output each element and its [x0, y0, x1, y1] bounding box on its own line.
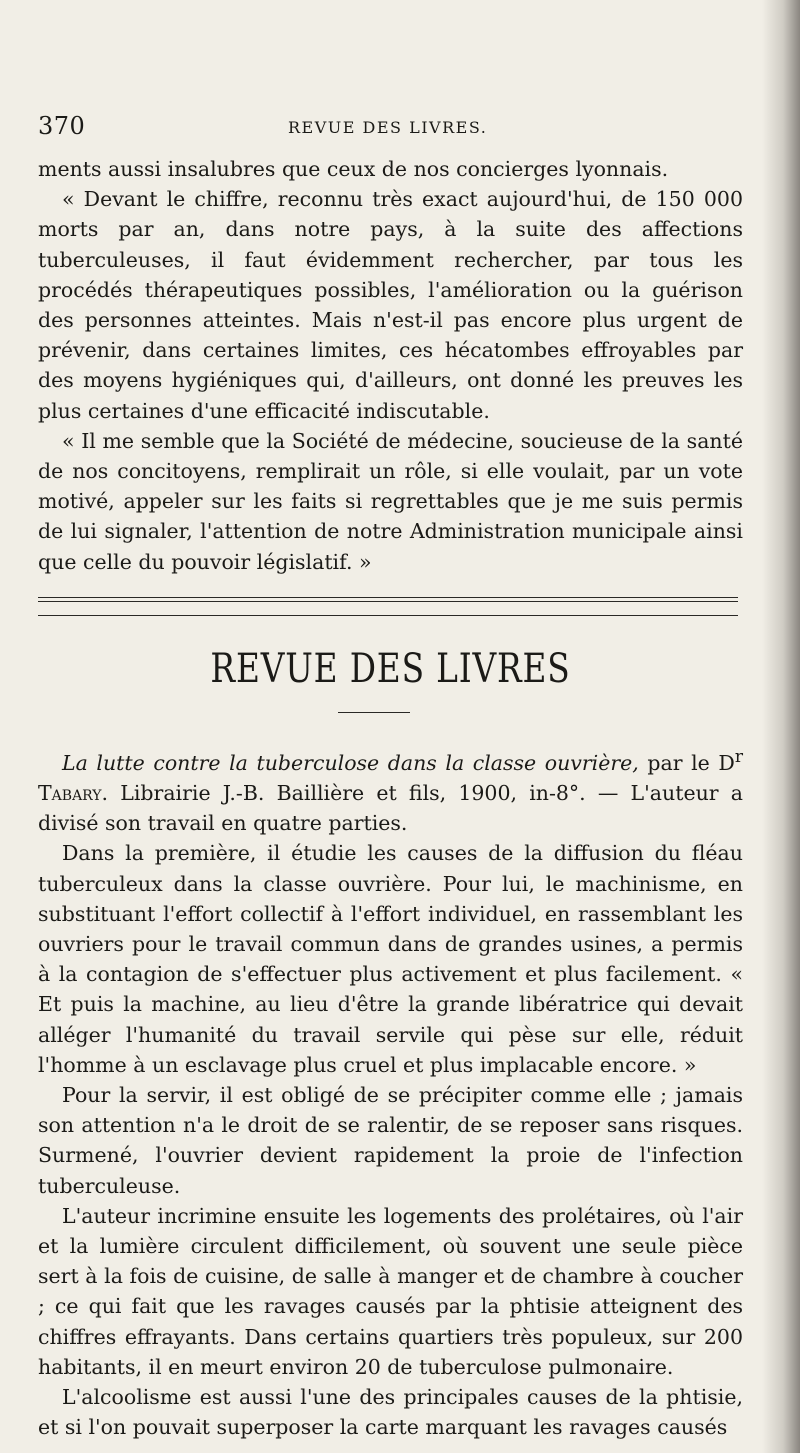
separator-rule: [38, 597, 738, 598]
book-review: [38, 742, 743, 1443]
author-name: Tabary: [38, 781, 102, 806]
paragraph: « Devant le chiffre, reconnu très exact aujourd'hui, de 150 000 morts par an, dans notre pays, à la suite des affections tuberculeuses, il faut évidemment rechercher, par tous les procédés thérapeutiques possibles, l'amélioration ou la guérison des personnes atteintes. Mais n'est-il pas encore plus urgent de prévenir, dans certaines limites, ces hécatombes effroyables par des moyens hygiéniques qui, d'ailleurs, ont donné les preuves les plus certaines d'une efficacité indiscutable.: [38, 187, 743, 423]
page-gutter-shadow: [762, 0, 800, 1453]
paragraph: « Il me semble que la Société de médecine, soucieuse de la santé de nos concitoyens, remplirait un rôle, si elle voulait, par un vote motivé, appeler sur les faits si regrettables que je me suis permis de lui signaler, l'attention de notre Administration municipale ainsi que celle du pouvoir législatif. »: [38, 428, 743, 574]
paragraph: L'alcoolisme est aussi l'une des principales causes de la phtisie, et si l'on pouvait superposer la carte marquant les ravages causés: [38, 1385, 743, 1440]
author-prefix: par le D: [638, 750, 735, 775]
author-prefix-sup: r: [734, 747, 743, 767]
review-citation-paragraph: [38, 742, 743, 838]
paragraph: L'auteur incrimine ensuite les logements des prolétaires, où l'air et la lumière circulent difficilement, où souvent une seule pièce sert à la fois de cuisine, de salle à manger et de chambre à coucher ; ce qui fait que les ravages causés par la phtisie atteignent des chiffres effrayants. Dans certains quartiers très populeux, sur 200 habitants, il en meurt environ 20 de tuberculose pulmonaire.: [38, 1203, 743, 1379]
separator-rule: [38, 615, 738, 616]
title-underline-rule: [338, 712, 410, 713]
page-number: 370: [38, 112, 86, 140]
running-title: REVUE DES LIVRES.: [288, 118, 488, 137]
book-page: [38, 0, 743, 1453]
running-head: [38, 112, 743, 146]
section-title: REVUE DES LIVRES: [210, 646, 571, 692]
paragraph: Pour la servir, il est obligé de se précipiter comme elle ; jamais son attention n'a le droit de se ralentir, de se reposer sans risques. Surmené, l'ouvrier devient rapidement la proie de l'infection tuberculeuse.: [38, 1083, 743, 1198]
publisher-info: . Librairie J.-B. Baillière et fils, 1900, in-8°. — L'auteur a divisé son travail en quatre parties.: [38, 781, 743, 836]
paragraph: ments aussi insalubres que ceux de nos concierges lyonnais.: [38, 157, 669, 181]
continued-article-text: [38, 154, 743, 577]
book-title: La lutte contre la tuberculose dans la classe ouvrière,: [62, 750, 639, 775]
paragraph: Dans la première, il étudie les causes de la diffusion du fléau tuberculeux dans la classe ouvrière. Pour lui, le machinisme, en substituant l'effort collectif à l'effort individuel, en rassemblant les ouvriers pour le travail commun dans de grandes usines, a permis à la contagion de s'effectuer plus activement et plus facilement. « Et puis la machine, au lieu d'être la grande libératrice qui devait alléger l'humanité du travail servile qui pèse sur elle, réduit l'homme à un esclavage plus cruel et plus implacable encore. »: [38, 841, 743, 1077]
separator-rule: [38, 601, 738, 602]
